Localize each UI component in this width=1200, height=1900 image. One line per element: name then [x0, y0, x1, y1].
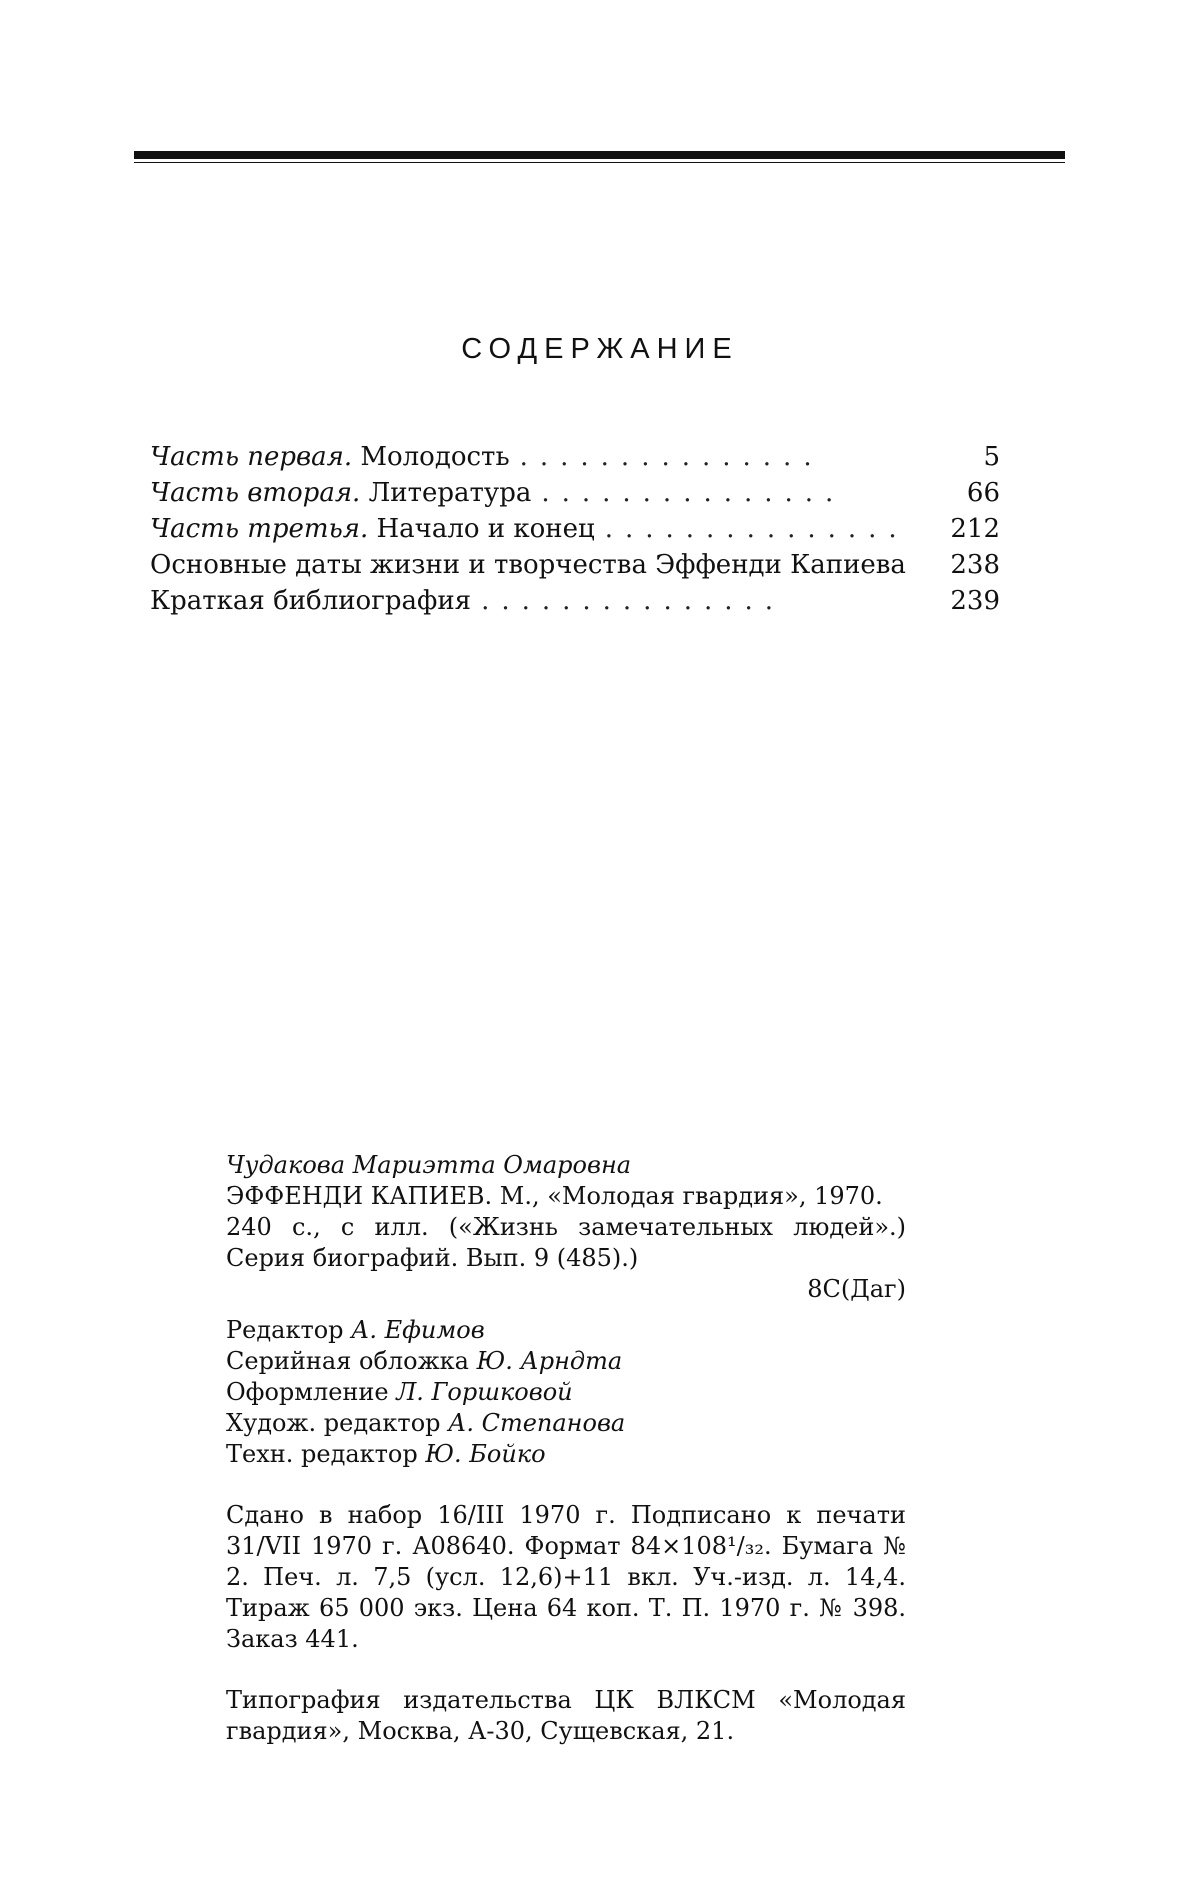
- printing-details: Сдано в набор 16/III 1970 г. Подписано к печати 31/VII 1970 г. А08640. Формат 84×108¹/₃₂. Бумага № 2. Печ. л. 7,5 (усл. 12,6)+11 вкл. Уч.-изд. л. 14,4. Тираж 65 000 экз. Цена 64 коп. Т. П. 1970 г. № 398. Заказ 441.: [226, 1501, 906, 1653]
- toc-page-number: 239: [950, 586, 1000, 616]
- top-rule-thick: [134, 151, 1065, 159]
- credit-role: Худож. редактор: [226, 1409, 441, 1437]
- table-of-contents: [150, 442, 1000, 622]
- toc-entry-title: [150, 442, 510, 472]
- toc-entry[interactable]: [150, 478, 1000, 514]
- credit-line: [226, 1408, 906, 1439]
- imprint-bibliographic: ЭФФЕНДИ КАПИЕВ. М., «Молодая гвардия», 1970.: [226, 1182, 883, 1210]
- toc-entry[interactable]: [150, 586, 1000, 622]
- top-rule-thin: [134, 162, 1065, 163]
- toc-entry-name: Литература: [360, 478, 532, 508]
- spacer: [226, 1655, 906, 1685]
- toc-dot-leader: ...............: [481, 586, 786, 616]
- top-rule: [134, 151, 1065, 163]
- toc-dot-leader: ...............: [541, 478, 846, 508]
- imprint-classification: 8С(Даг): [807, 1275, 906, 1303]
- credit-role: Серийная обложка: [226, 1347, 469, 1375]
- credit-person: Л. Горшковой: [396, 1378, 573, 1406]
- toc-entry-name: Начало и конец: [368, 514, 595, 544]
- toc-dot-leader: ...............: [519, 442, 824, 472]
- credit-person: Ю. Бойко: [425, 1440, 546, 1468]
- credit-role: Редактор: [226, 1316, 344, 1344]
- toc-entry-title: [150, 586, 471, 616]
- imprint-block: [226, 1150, 906, 1747]
- printer-info: Типография издательства ЦК ВЛКСМ «Молодая гвардия», Москва, А-30, Сущевская, 21.: [226, 1686, 906, 1745]
- toc-entry[interactable]: [150, 514, 1000, 550]
- imprint-author: Чудакова Мариэтта Омаровна: [226, 1151, 632, 1179]
- toc-entry-name: Основные даты жизни и творчества Эффенди Капиева: [150, 550, 906, 580]
- credit-person: А. Ефимов: [351, 1316, 485, 1344]
- contents-heading: СОДЕРЖАНИЕ: [461, 333, 739, 365]
- spacer: [226, 1305, 906, 1315]
- toc-page-number: 5: [983, 442, 1000, 472]
- credit-person: А. Степанова: [448, 1409, 626, 1437]
- credit-line: [226, 1377, 906, 1408]
- toc-entry-part: Часть третья.: [150, 514, 369, 544]
- credit-line: [226, 1315, 906, 1346]
- credit-line: [226, 1439, 906, 1470]
- toc-entry[interactable]: [150, 550, 1000, 586]
- toc-entry[interactable]: [150, 442, 1000, 478]
- toc-entry-part: Часть вторая.: [150, 478, 361, 508]
- credit-role: Оформление: [226, 1378, 389, 1406]
- toc-page-number: 238: [950, 550, 1000, 580]
- toc-entry-name: Краткая библиография: [150, 586, 472, 616]
- toc-page-number: 212: [950, 514, 1000, 544]
- toc-entry-part: Часть первая.: [150, 442, 353, 472]
- toc-entry-title: [150, 550, 906, 580]
- toc-dot-leader: ...............: [604, 514, 909, 544]
- toc-page-number: 66: [966, 478, 1000, 508]
- credit-role: Техн. редактор: [226, 1440, 418, 1468]
- spacer: [226, 1470, 906, 1500]
- credit-person: Ю. Арндта: [476, 1347, 623, 1375]
- toc-entry-title: [150, 514, 595, 544]
- toc-entry-name: Молодость: [352, 442, 510, 472]
- imprint-pages: 240 с., с илл. («Жизнь замечательных людей».) Серия биографий. Вып. 9 (485).): [226, 1213, 906, 1272]
- toc-entry-title: [150, 478, 531, 508]
- credit-line: [226, 1346, 906, 1377]
